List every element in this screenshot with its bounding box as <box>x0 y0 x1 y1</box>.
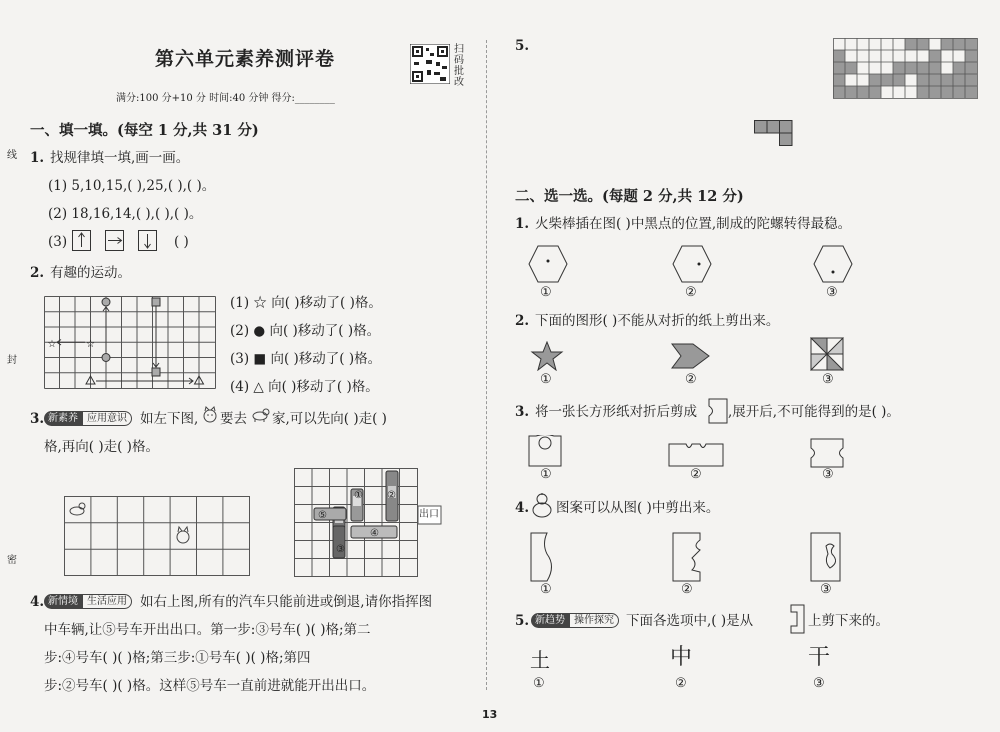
paper-bracket-shape <box>790 604 806 634</box>
q1-line3-label: (3) <box>48 234 68 250</box>
s2-q3-text2: ,展开后,不可能得到的是( )。 <box>728 404 900 420</box>
s2-q5-opt2[interactable]: ② <box>675 676 687 691</box>
cut-option-2[interactable] <box>668 443 724 467</box>
s2-q2-opt1[interactable]: ① <box>540 372 552 387</box>
q2-item2: (2) ● 向( )移动了( )格。 <box>230 323 381 339</box>
svg-text:☆: ☆ <box>86 339 95 350</box>
s2-q4-text: 图案可以从图( )中剪出来。 <box>556 500 720 516</box>
s2-q4-opt2[interactable]: ② <box>681 582 693 597</box>
q1-text: 找规律填一填,画一画。 <box>50 150 190 166</box>
cut-option-1[interactable] <box>528 435 562 467</box>
qr-code-icon[interactable] <box>410 44 450 84</box>
q3-number: 3. <box>30 411 45 427</box>
s2-q1-number: 1. <box>515 216 530 232</box>
q1-number: 1. <box>30 150 45 166</box>
s2-q5-glyph1[interactable]: 土 <box>530 648 550 672</box>
s2-q5-text2: 上剪下来的。 <box>808 613 889 629</box>
hexagon-3[interactable] <box>813 245 853 283</box>
section2-title: 二、选一选。(每题 2 分,共 12 分) <box>515 188 744 205</box>
q1-line3-blank[interactable]: ( ) <box>174 234 189 250</box>
margin-mark-secret: 密 <box>7 555 17 566</box>
q1-line1: (1) 5,10,15,( ),25,( ),( )。 <box>48 178 216 194</box>
gourd-option-2[interactable] <box>672 532 702 582</box>
car-label-2: ② <box>387 490 396 501</box>
s2-q3-opt1[interactable]: ① <box>540 467 552 482</box>
q4-line4: 步:②号车( )( )格。这样⑤号车一直前进就能开出出口。 <box>44 678 376 694</box>
s2-q3-opt2[interactable]: ② <box>690 467 702 482</box>
s2-q5-glyph2[interactable]: 中 <box>670 645 693 670</box>
q1-line2: (2) 18,16,14,( ),( ),( )。 <box>48 206 203 222</box>
s2-q1-opt3[interactable]: ③ <box>826 285 838 300</box>
gourd-icon <box>531 492 553 518</box>
q2-item3: (3) ■ 向( )移动了( )格。 <box>230 351 382 367</box>
cat-dog-grid <box>64 496 250 576</box>
arrow-pattern <box>72 230 172 252</box>
s2-q5-opt1[interactable]: ① <box>533 676 545 691</box>
s2-q1-text: 火柴棒插在图( )中黑点的位置,制成的陀螺转得最稳。 <box>535 216 852 232</box>
right-page <box>500 0 1000 732</box>
margin-mark-line: 线 <box>7 150 17 161</box>
s2-q4-opt3[interactable]: ③ <box>820 582 832 597</box>
svg-text:☆: ☆ <box>47 339 57 350</box>
s2-q2-text: 下面的图形( )不能从对折的纸上剪出来。 <box>535 313 780 329</box>
cut-option-3[interactable] <box>810 438 844 468</box>
car-label-3: ③ <box>336 544 345 555</box>
q4-line2: 中车辆,让⑤号车开出出口。第一步:③号车( )( )格;第二 <box>44 622 371 638</box>
pinwheel-shape[interactable] <box>810 337 844 371</box>
s2-q5-text1: 下面各选项中,( )是从 <box>626 613 754 629</box>
star-shape[interactable] <box>530 341 564 371</box>
page-title: 第六单元素养测评卷 <box>155 48 336 70</box>
tetris-board <box>833 38 983 110</box>
q4-tag: 新情境 生活应用 <box>44 594 132 610</box>
motion-grid <box>44 296 216 390</box>
s2-q2-opt3[interactable]: ③ <box>822 372 834 387</box>
s2-q3-number: 3. <box>515 404 530 420</box>
s2-q4-number: 4. <box>515 500 530 516</box>
car-label-1: ① <box>354 490 363 501</box>
s2-q5-opt3[interactable]: ③ <box>813 676 825 691</box>
exam-info: 满分:100 分+10 分 时间:40 分钟 得分:________ <box>116 93 335 104</box>
s2-q1-opt2[interactable]: ② <box>685 285 697 300</box>
s2-q5-glyph3[interactable]: 干 <box>808 645 831 670</box>
s2-q2-opt2[interactable]: ② <box>685 372 697 387</box>
s2-q1-opt1[interactable]: ① <box>540 285 552 300</box>
section1-title: 一、填一填。(每空 1 分,共 31 分) <box>30 122 259 139</box>
q2-item4: (4) △ 向( )移动了( )格。 <box>230 379 379 395</box>
s2-q4-opt1[interactable]: ① <box>540 582 552 597</box>
qr-label: 扫码批改 <box>454 44 464 88</box>
q3-text3: 家,可以先向( )走( ) <box>272 411 387 427</box>
s2-q5-number: 5. <box>515 613 530 629</box>
hexagon-2[interactable] <box>672 245 712 283</box>
s2-q3-text1: 将一张长方形纸对折后剪成 <box>535 404 697 420</box>
hexagon-1[interactable] <box>528 245 568 283</box>
q2-text: 有趣的运动。 <box>50 265 131 281</box>
q3-tag: 新素养 应用意识 <box>44 411 132 427</box>
q3-text2: 要去 <box>220 411 247 427</box>
q4-number: 4. <box>30 594 45 610</box>
folded-cut-shape <box>708 398 728 424</box>
q4-line1: 如右上图,所有的汽车只能前进或倒退,请你指挥图 <box>140 594 433 610</box>
gourd-option-1[interactable] <box>530 532 560 582</box>
q4-line3: 步:④号车( )( )格;第三步:①号车( )( )格;第四 <box>44 650 311 666</box>
s2-q5-tag: 新趋势 操作探究 <box>531 613 619 629</box>
q3-text4: 格,再向( )走( )格。 <box>44 439 159 455</box>
cat-marker <box>177 527 189 543</box>
s2-q3-opt3[interactable]: ③ <box>822 467 834 482</box>
q2-number: 2. <box>30 265 45 281</box>
exit-label: 出口 <box>419 509 439 520</box>
parking-grid <box>294 468 442 578</box>
car-label-4: ④ <box>370 528 379 539</box>
q3-text1: 如左下图, <box>140 411 199 427</box>
s2-q2-number: 2. <box>515 313 530 329</box>
dog-icon <box>250 408 270 422</box>
page-number: 13 <box>482 708 498 721</box>
gourd-option-3[interactable] <box>810 532 842 582</box>
dog-marker <box>70 503 85 515</box>
q2-item1: (1) ☆ 向( )移动了( )格。 <box>230 295 382 311</box>
car-label-5: ⑤ <box>318 510 327 521</box>
arrow-shape[interactable] <box>671 343 711 369</box>
q5-number: 5. <box>515 38 530 54</box>
tetris-piece <box>754 120 794 146</box>
cat-icon <box>202 406 218 424</box>
margin-mark-seal: 封 <box>7 355 17 366</box>
